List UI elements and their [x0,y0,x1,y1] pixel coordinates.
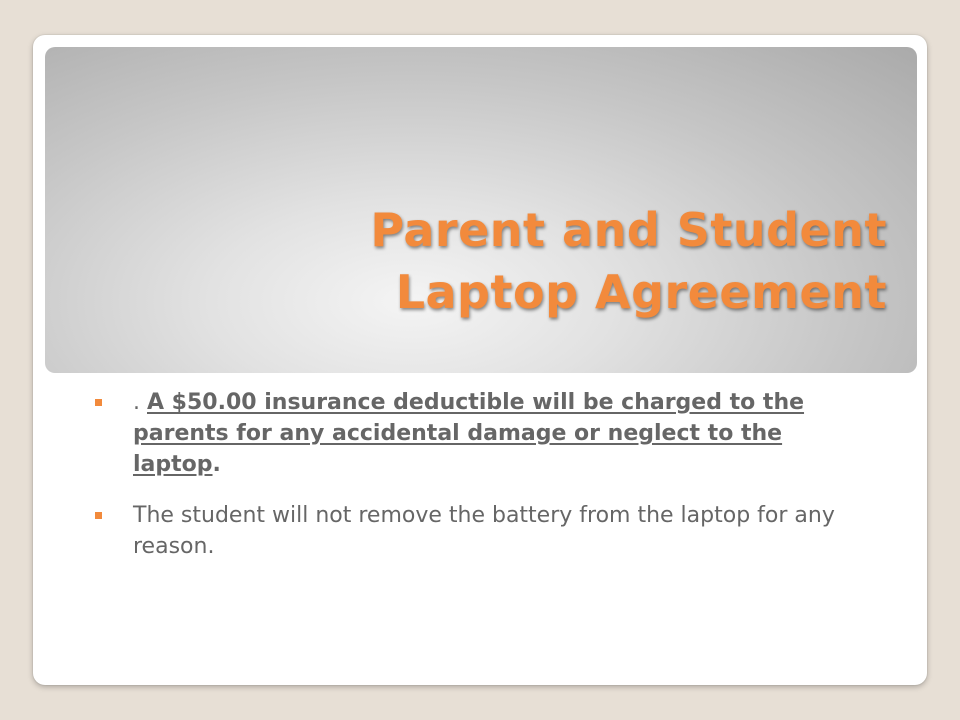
title-panel [45,47,917,373]
bullet-item-insurance [95,387,855,480]
bullet-prefix: . [133,390,147,415]
slide-title-line-1: Parent and Student [370,203,887,257]
bullet-suffix: . [212,452,221,477]
square-bullet-icon [95,512,102,519]
insurance-deductible-text: A $50.00 insurance deductible will be charged to the parents for any accidental damage or neglect to the laptop [133,390,805,477]
square-bullet-icon [95,399,102,406]
slide [33,35,927,685]
battery-rule-text: The student will not remove the battery from the laptop for any reason. [133,503,835,559]
bullet-list [95,387,855,582]
bullet-item-battery [95,500,855,562]
slide-title [370,199,887,323]
slide-title-line-2: Laptop Agreement [395,265,887,319]
